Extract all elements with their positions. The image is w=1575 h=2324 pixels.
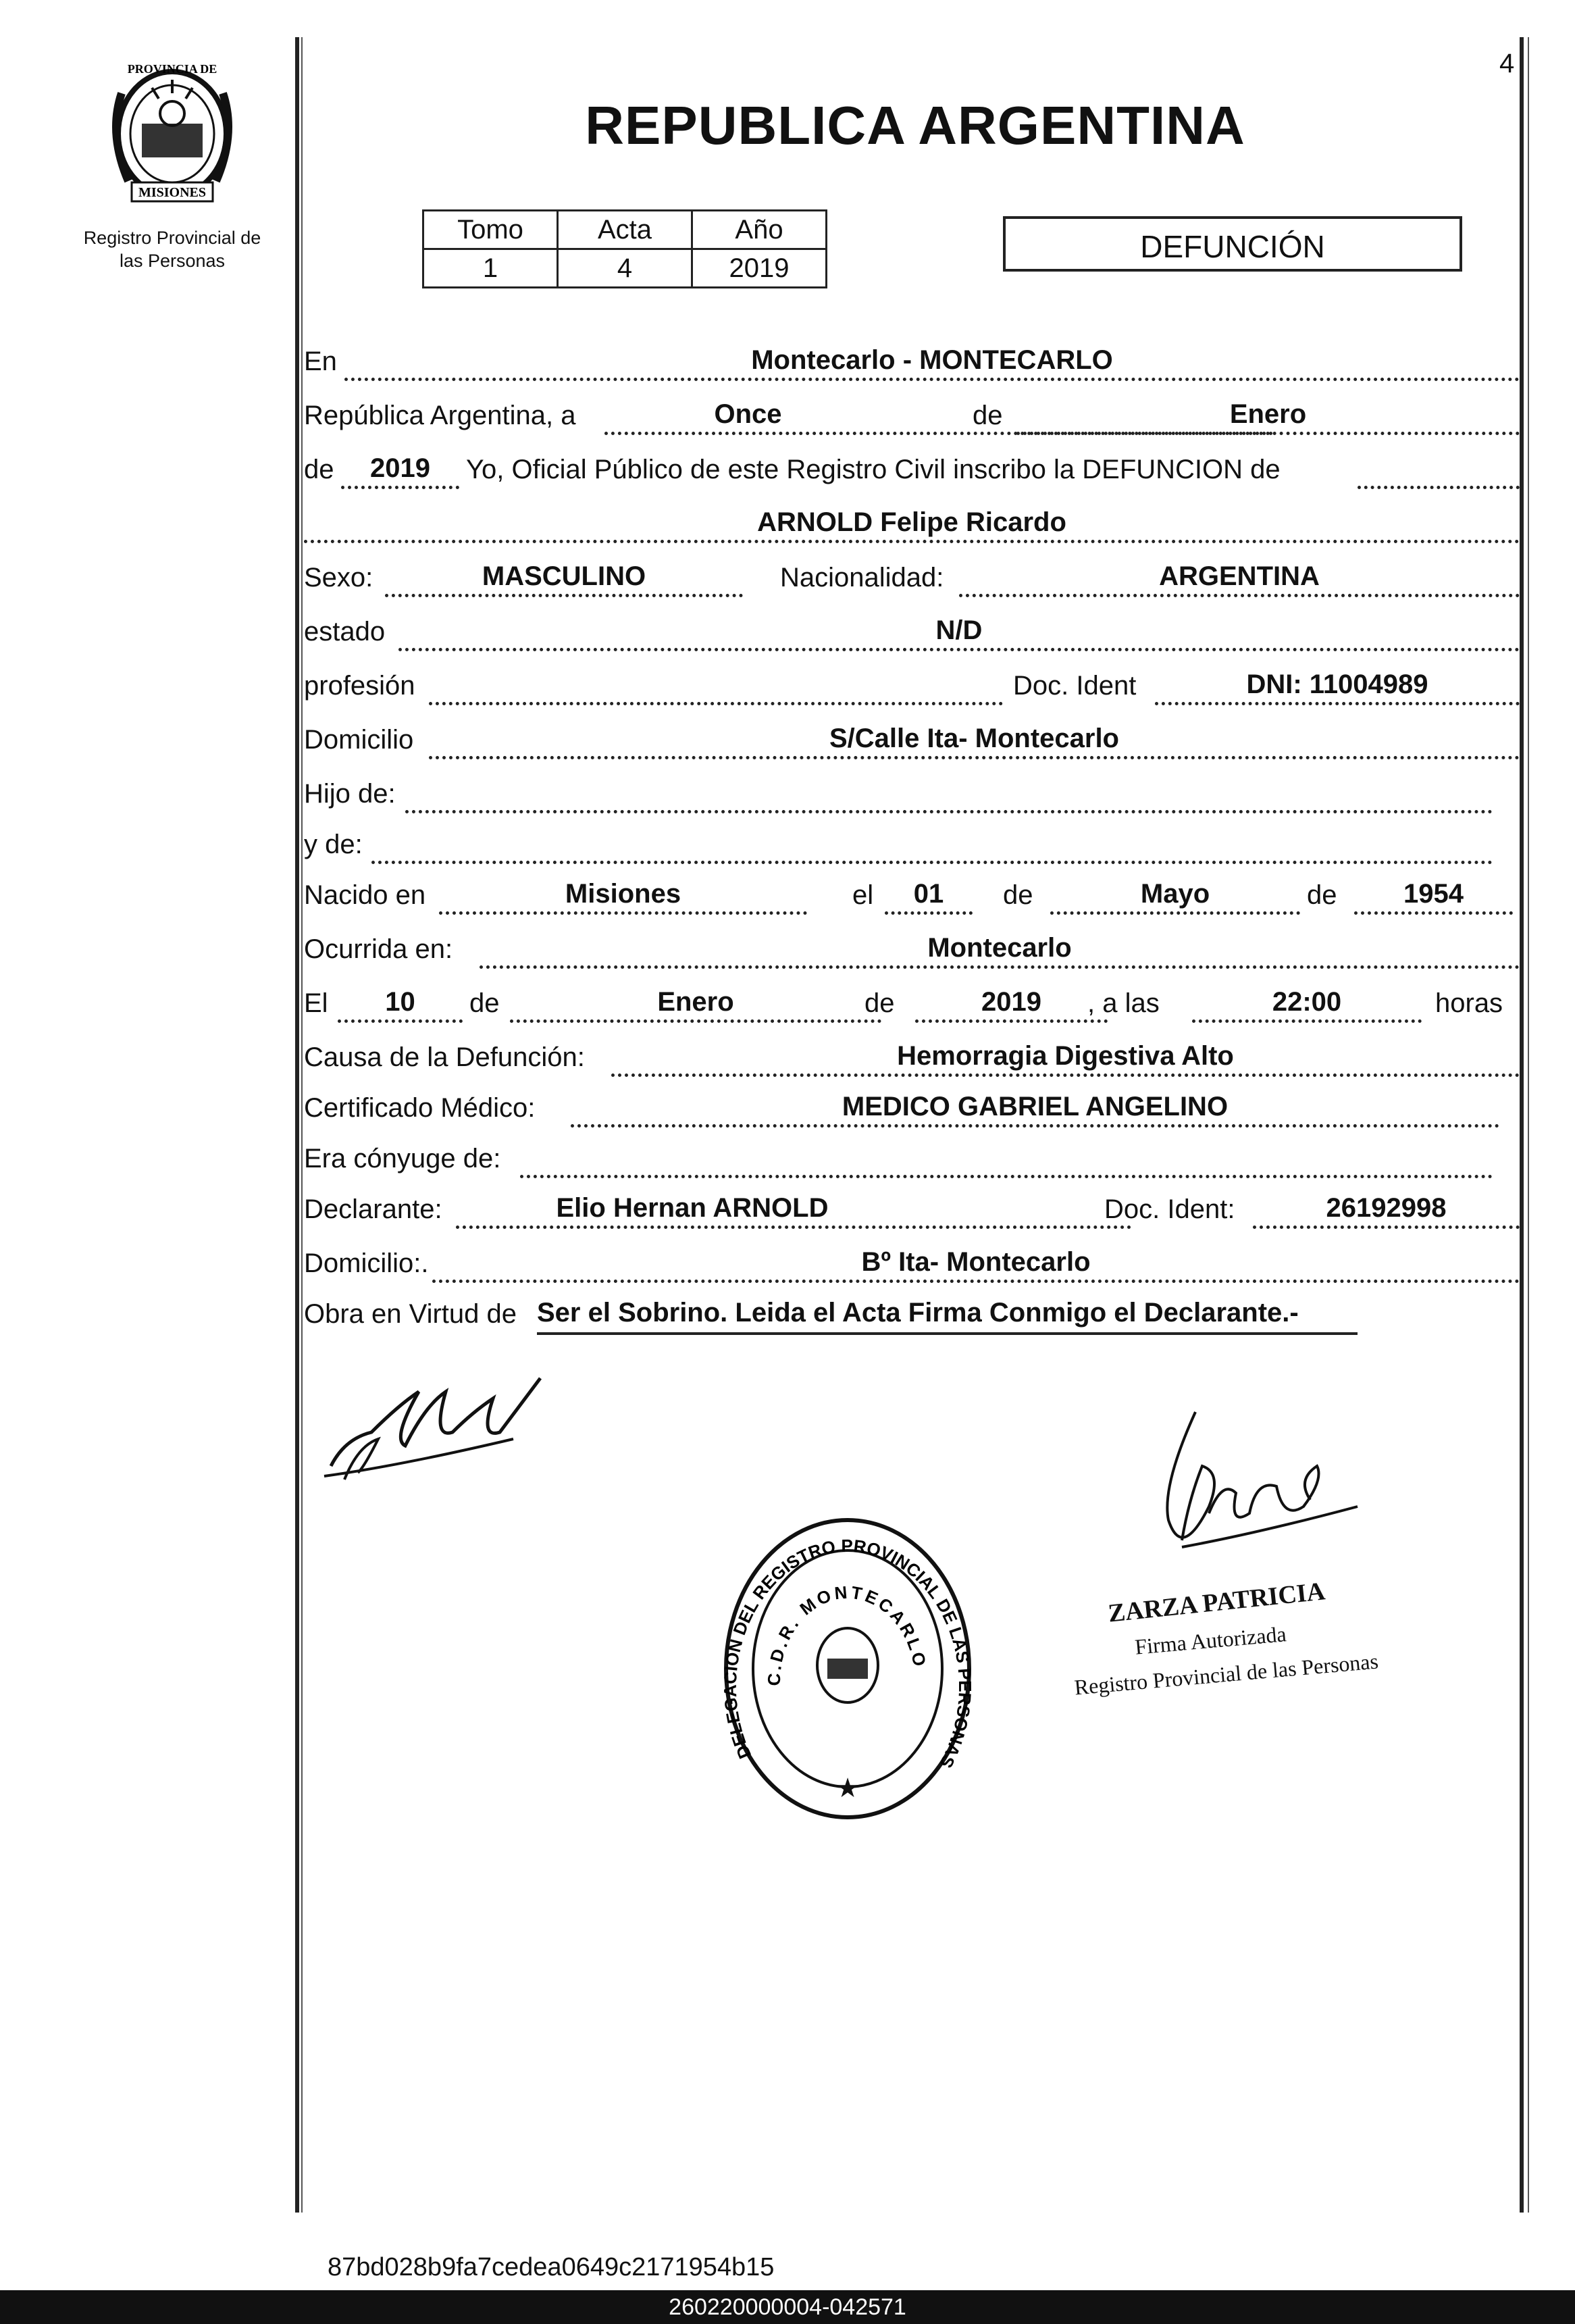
ocurrida-label: Ocurrida en:: [304, 934, 453, 964]
el-horas: horas: [1435, 988, 1503, 1018]
anio-label: de: [304, 455, 334, 484]
row-fecha: [304, 392, 1520, 439]
profesion-label: profesión: [304, 671, 415, 701]
dotted-line: [1192, 1019, 1422, 1023]
declarante-doc-label: Doc. Ident:: [1104, 1194, 1235, 1224]
dotted-line: [1050, 911, 1300, 915]
domicilio-label: Domicilio: [304, 725, 414, 755]
left-margin-line-inner: [301, 37, 303, 2213]
dotted-line: [1253, 1226, 1520, 1229]
defuncion-time: 22:00: [1272, 987, 1342, 1017]
nacido-el: el: [852, 880, 874, 910]
obra-underline: [537, 1332, 1358, 1335]
doc-ident-value: DNI: 11004989: [1246, 670, 1428, 699]
dotted-line: [405, 810, 1493, 813]
dotted-line: [456, 1226, 1131, 1229]
seal-outer-text: DELEGACION DEL REGISTRO PROVINCIAL DE LAS PERSONAS: [719, 1535, 976, 1772]
dotted-line: [371, 861, 1493, 864]
dotted-line: [959, 594, 1520, 597]
dotted-line: [432, 1280, 1520, 1283]
acta-value: 4: [558, 249, 692, 288]
tomo-value: 1: [423, 249, 558, 288]
province-coat-of-arms-logo: [101, 53, 243, 208]
dotted-line: [344, 378, 1520, 381]
row-nacido: [304, 872, 1520, 919]
anio-value: 2019: [692, 249, 827, 288]
document-type-box: DEFUNCIÓN: [1003, 216, 1462, 272]
seal-inner-text: C.D.R. MONTECARLO: [763, 1582, 931, 1687]
official-signature: [1121, 1405, 1378, 1581]
anio-value: 2019: [370, 453, 430, 483]
causa-label: Causa de la Defunción:: [304, 1042, 585, 1072]
obra-value: Ser el Sobrino. Leida el Acta Firma Conmigo el Declarante.-: [537, 1298, 1299, 1328]
dotted-line: [611, 1073, 1520, 1077]
record-table-value-row: [423, 249, 827, 288]
dotted-line: [341, 486, 459, 489]
en-value: Montecarlo - MONTECARLO: [751, 345, 1113, 375]
logo-text-bottom: MISIONES: [138, 185, 207, 200]
obra-label: Obra en Virtud de: [304, 1299, 517, 1329]
dotted-line: [885, 911, 973, 915]
delegation-stamp-seal: [719, 1513, 976, 1824]
declarante-value: Elio Hernan ARNOLD: [556, 1193, 829, 1223]
dotted-line: [1016, 432, 1520, 435]
defuncion-year: 2019: [981, 987, 1041, 1017]
row-profesion: [304, 662, 1520, 709]
document-hash: 87bd028b9fa7cedea0649c2171954b15: [328, 2253, 775, 2281]
dotted-line: [338, 1019, 463, 1023]
registry-name-line2: las Personas: [119, 251, 226, 271]
estado-value: N/D: [935, 615, 983, 645]
row-estado: [304, 608, 1520, 655]
page-number: 4: [1499, 49, 1515, 78]
en-label: En: [304, 347, 337, 376]
row-ocurrida: [304, 926, 1520, 973]
ocurrida-value: Montecarlo: [927, 933, 1072, 963]
row-declarante: [304, 1186, 1520, 1233]
row-conyuge: [304, 1135, 1520, 1182]
causa-value: Hemorragia Digestiva Alto: [897, 1041, 1234, 1071]
logo-text-top: PROVINCIA DE: [127, 62, 217, 76]
row-sexo: [304, 554, 1520, 601]
dotted-line: [398, 648, 1520, 651]
row-domicilio: [304, 716, 1520, 763]
el-alas: , a las: [1087, 988, 1160, 1018]
acta-header: Acta: [558, 211, 692, 249]
nacido-label: Nacido en: [304, 880, 426, 910]
row-en: [304, 338, 1520, 385]
nacido-month: Mayo: [1140, 879, 1210, 909]
defuncion-month: Enero: [657, 987, 734, 1017]
svg-text:★: ★: [835, 1773, 860, 1803]
dotted-line: [429, 702, 1003, 705]
country-title: REPUBLICA ARGENTINA: [585, 95, 1245, 155]
fecha-day: Once: [714, 399, 782, 429]
signatory-role: Firma Autorizada: [1133, 1621, 1287, 1659]
dotted-line: [385, 594, 743, 597]
nacido-year: 1954: [1403, 879, 1464, 909]
el-label: El: [304, 988, 328, 1018]
declarant-signature: [317, 1365, 547, 1500]
row-anio: [304, 446, 1520, 493]
dotted-line: [1354, 911, 1513, 915]
domicilio-value: S/Calle Ita- Montecarlo: [829, 724, 1119, 753]
record-table-header-row: [423, 211, 827, 249]
row-causa: [304, 1034, 1520, 1081]
nacionalidad-value: ARGENTINA: [1159, 561, 1320, 591]
barcode-footer: 260220000004-042571: [0, 2290, 1575, 2324]
conyuge-label: Era cónyuge de:: [304, 1144, 501, 1173]
dotted-line: [915, 1019, 1108, 1023]
sexo-value: MASCULINO: [482, 561, 646, 591]
certificado-value: MEDICO GABRIEL ANGELINO: [842, 1092, 1229, 1121]
right-margin-line: [1520, 37, 1524, 2213]
registry-name: [64, 226, 280, 272]
dotted-line: [304, 540, 1520, 543]
deceased-name: ARNOLD Felipe Ricardo: [757, 507, 1066, 537]
nacionalidad-label: Nacionalidad:: [780, 563, 944, 592]
dotted-line: [520, 1175, 1493, 1178]
estado-label: estado: [304, 617, 386, 647]
nacido-de2: de: [1307, 880, 1337, 910]
declarante-doc-value: 26192998: [1326, 1193, 1447, 1223]
dotted-line: [439, 911, 807, 915]
doc-ident-label: Doc. Ident: [1013, 671, 1137, 701]
dotted-line: [1358, 486, 1520, 489]
nacido-de1: de: [1003, 880, 1033, 910]
el-de2: de: [864, 988, 895, 1018]
row-certificado: [304, 1084, 1520, 1132]
certificado-label: Certificado Médico:: [304, 1093, 536, 1123]
dotted-line: [429, 756, 1520, 759]
y-de-label: y de:: [304, 830, 363, 859]
sexo-label: Sexo:: [304, 563, 373, 592]
right-margin-line-inner: [1528, 37, 1529, 2213]
el-de1: de: [469, 988, 500, 1018]
defuncion-day: 10: [385, 987, 415, 1017]
anio-statement: Yo, Oficial Público de este Registro Civil inscribo la DEFUNCION de: [466, 455, 1281, 484]
nacido-day: 01: [913, 879, 944, 909]
row-domicilio2: [304, 1240, 1520, 1287]
dotted-line: [480, 965, 1520, 969]
nacido-place: Misiones: [565, 879, 681, 909]
row-nombre: [304, 500, 1520, 547]
domicilio2-value: Bº Ita- Montecarlo: [861, 1247, 1091, 1277]
dotted-line: [571, 1124, 1499, 1128]
tomo-header: Tomo: [423, 211, 558, 249]
row-obra: [304, 1290, 1520, 1338]
fecha-label: República Argentina, a: [304, 401, 576, 430]
fecha-month: Enero: [1229, 399, 1307, 429]
declarante-label: Declarante:: [304, 1194, 442, 1224]
signatory-name: ZARZA PATRICIA: [1106, 1577, 1326, 1628]
dotted-line: [510, 1019, 881, 1023]
record-table: [422, 209, 827, 288]
signatory-org: Registro Provincial de las Personas: [1073, 1648, 1380, 1700]
row-y-de: [304, 821, 1520, 868]
row-fecha-defuncion: [304, 980, 1520, 1027]
hijo-de-label: Hijo de:: [304, 779, 396, 809]
domicilio2-label: Domicilio:.: [304, 1248, 429, 1278]
row-hijo-de: [304, 770, 1520, 817]
dotted-line: [1155, 702, 1520, 705]
fecha-de: de: [973, 401, 1003, 430]
left-margin-line: [295, 37, 299, 2213]
anio-header: Año: [692, 211, 827, 249]
registry-name-line1: Registro Provincial de: [83, 228, 261, 248]
